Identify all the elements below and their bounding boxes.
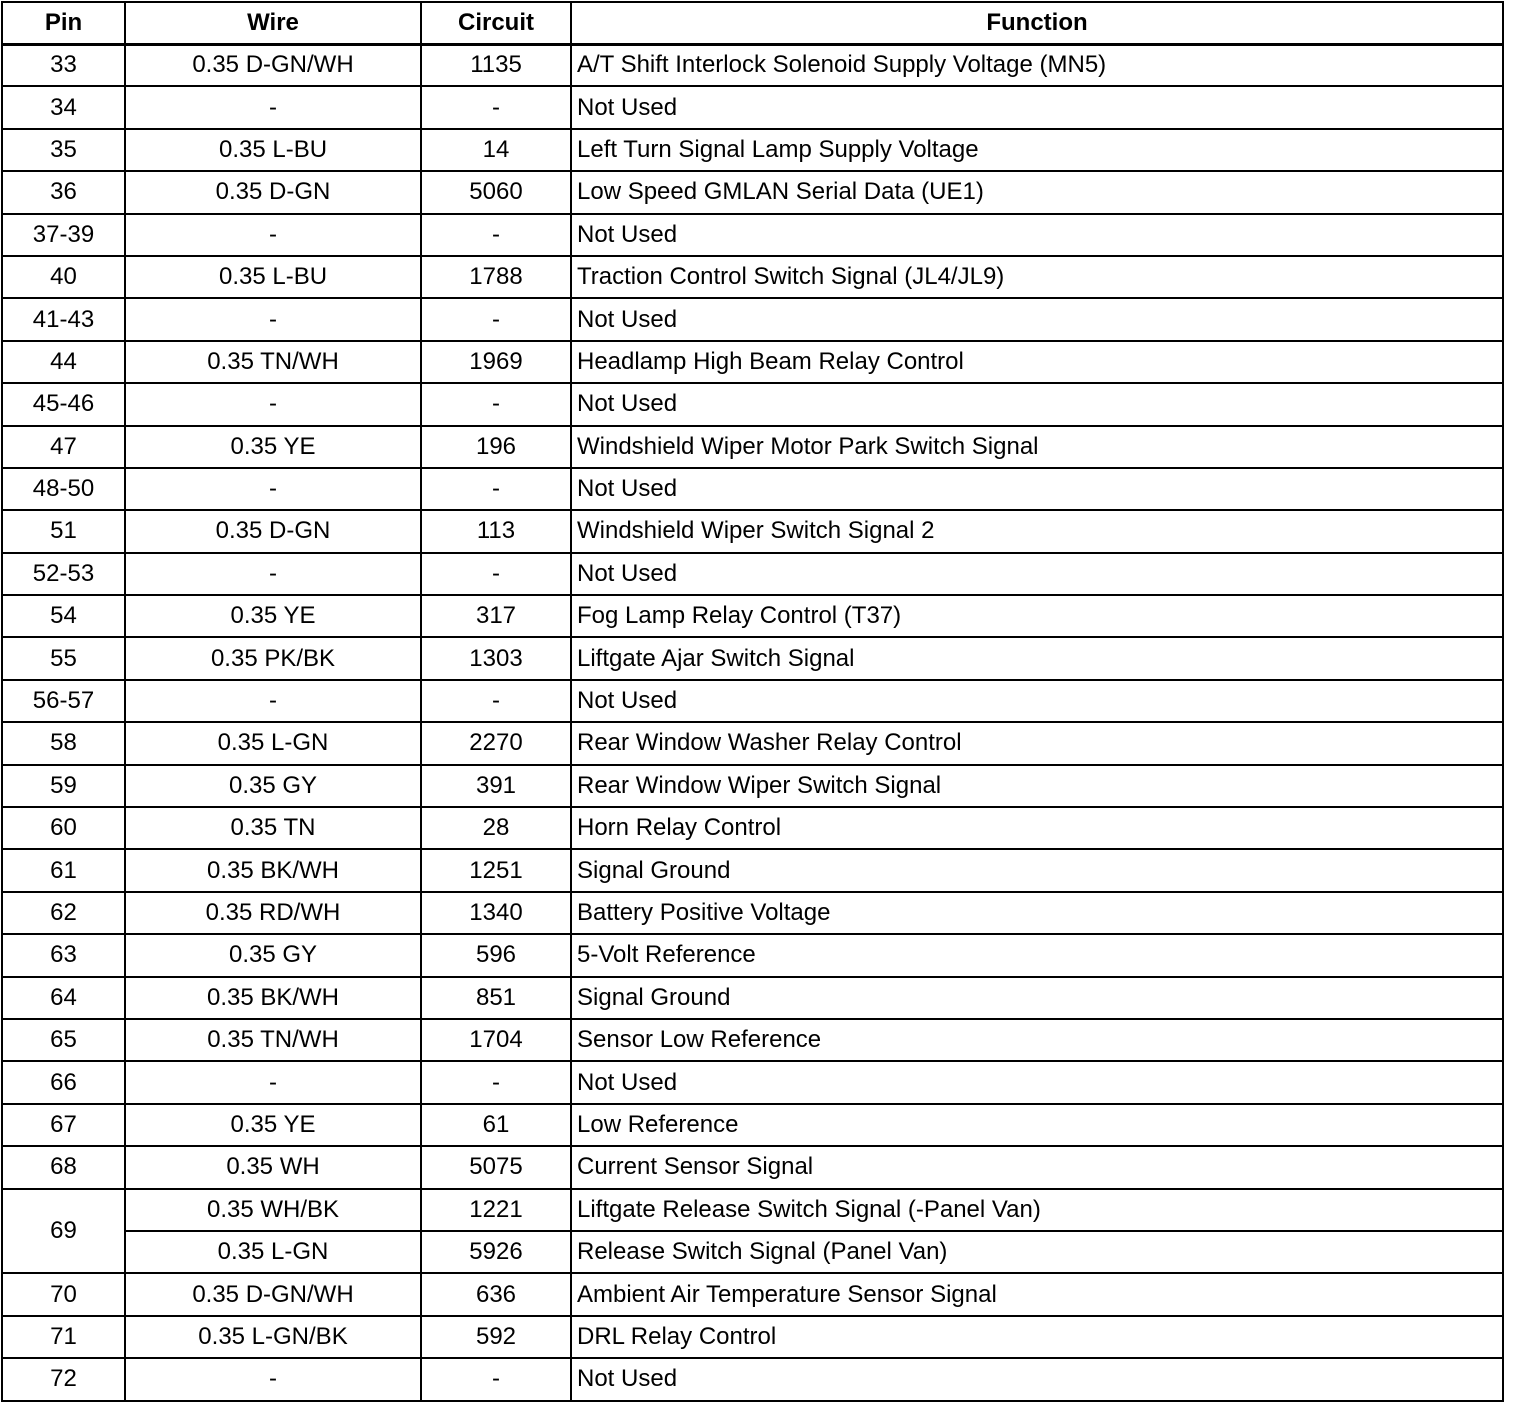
pin-cell: 71 bbox=[2, 1316, 125, 1358]
table-row bbox=[2, 129, 1503, 171]
table-row bbox=[2, 722, 1503, 764]
wire-cell: 0.35 L-GN bbox=[125, 722, 421, 764]
table-row bbox=[2, 849, 1503, 891]
table-row bbox=[2, 765, 1503, 807]
pin-cell: 48-50 bbox=[2, 468, 125, 510]
pin-cell: 72 bbox=[2, 1358, 125, 1400]
circuit-cell: 2270 bbox=[421, 722, 571, 764]
circuit-cell: - bbox=[421, 680, 571, 722]
function-cell: Windshield Wiper Switch Signal 2 bbox=[571, 510, 1503, 552]
function-cell: Fog Lamp Relay Control (T37) bbox=[571, 595, 1503, 637]
circuit-cell: 1340 bbox=[421, 892, 571, 934]
table-row bbox=[2, 298, 1503, 340]
pin-cell: 41-43 bbox=[2, 298, 125, 340]
pin-cell: 56-57 bbox=[2, 680, 125, 722]
pin-cell: 69 bbox=[2, 1189, 125, 1274]
function-cell: Not Used bbox=[571, 553, 1503, 595]
function-cell: Not Used bbox=[571, 86, 1503, 128]
table-row bbox=[2, 1189, 1503, 1231]
table-row bbox=[2, 680, 1503, 722]
pin-cell: 44 bbox=[2, 341, 125, 383]
circuit-cell: 592 bbox=[421, 1316, 571, 1358]
wire-cell: 0.35 L-GN bbox=[125, 1231, 421, 1273]
function-cell: Liftgate Release Switch Signal (-Panel Van) bbox=[571, 1189, 1503, 1231]
table-row bbox=[2, 256, 1503, 298]
pin-cell: 34 bbox=[2, 86, 125, 128]
function-cell: Current Sensor Signal bbox=[571, 1146, 1503, 1188]
circuit-cell: - bbox=[421, 468, 571, 510]
wire-cell: 0.35 GY bbox=[125, 934, 421, 976]
function-cell: Not Used bbox=[571, 680, 1503, 722]
wire-cell: 0.35 TN bbox=[125, 807, 421, 849]
pin-cell: 54 bbox=[2, 595, 125, 637]
pin-cell: 59 bbox=[2, 765, 125, 807]
pin-cell: 47 bbox=[2, 426, 125, 468]
circuit-cell: 196 bbox=[421, 426, 571, 468]
function-cell: Not Used bbox=[571, 468, 1503, 510]
function-cell: DRL Relay Control bbox=[571, 1316, 1503, 1358]
table-row bbox=[2, 1146, 1503, 1188]
wire-cell: 0.35 L-BU bbox=[125, 129, 421, 171]
pin-cell: 67 bbox=[2, 1104, 125, 1146]
function-cell: Sensor Low Reference bbox=[571, 1019, 1503, 1061]
wire-cell: - bbox=[125, 214, 421, 256]
circuit-cell: 596 bbox=[421, 934, 571, 976]
pin-cell: 68 bbox=[2, 1146, 125, 1188]
circuit-cell: 5926 bbox=[421, 1231, 571, 1273]
table-row bbox=[2, 426, 1503, 468]
function-cell: Not Used bbox=[571, 214, 1503, 256]
wire-cell: 0.35 YE bbox=[125, 1104, 421, 1146]
wire-cell: 0.35 WH bbox=[125, 1146, 421, 1188]
table-row bbox=[2, 1316, 1503, 1358]
function-cell: Windshield Wiper Motor Park Switch Signal bbox=[571, 426, 1503, 468]
circuit-cell: 1788 bbox=[421, 256, 571, 298]
wire-cell: 0.35 YE bbox=[125, 426, 421, 468]
wire-cell: - bbox=[125, 553, 421, 595]
table-row bbox=[2, 595, 1503, 637]
function-cell: Liftgate Ajar Switch Signal bbox=[571, 637, 1503, 679]
wire-cell: 0.35 PK/BK bbox=[125, 637, 421, 679]
function-cell: Horn Relay Control bbox=[571, 807, 1503, 849]
function-cell: Signal Ground bbox=[571, 977, 1503, 1019]
function-cell: A/T Shift Interlock Solenoid Supply Voltage (MN5) bbox=[571, 44, 1503, 86]
function-cell: Not Used bbox=[571, 1358, 1503, 1400]
header-function: Function bbox=[571, 2, 1503, 44]
wire-cell: - bbox=[125, 383, 421, 425]
table-row bbox=[2, 341, 1503, 383]
function-cell: Battery Positive Voltage bbox=[571, 892, 1503, 934]
circuit-cell: 1303 bbox=[421, 637, 571, 679]
wire-cell: 0.35 BK/WH bbox=[125, 977, 421, 1019]
function-cell: 5-Volt Reference bbox=[571, 934, 1503, 976]
pin-cell: 60 bbox=[2, 807, 125, 849]
wire-cell: 0.35 WH/BK bbox=[125, 1189, 421, 1231]
pin-cell: 62 bbox=[2, 892, 125, 934]
table-row bbox=[2, 1231, 1503, 1273]
wire-cell: 0.35 D-GN/WH bbox=[125, 44, 421, 86]
table-row bbox=[2, 553, 1503, 595]
wire-cell: - bbox=[125, 1061, 421, 1103]
wire-cell: - bbox=[125, 680, 421, 722]
header-pin: Pin bbox=[2, 2, 125, 44]
table-row bbox=[2, 807, 1503, 849]
table-row bbox=[2, 977, 1503, 1019]
circuit-cell: 1704 bbox=[421, 1019, 571, 1061]
function-cell: Traction Control Switch Signal (JL4/JL9) bbox=[571, 256, 1503, 298]
pin-cell: 58 bbox=[2, 722, 125, 764]
circuit-cell: - bbox=[421, 86, 571, 128]
circuit-cell: 391 bbox=[421, 765, 571, 807]
circuit-cell: 317 bbox=[421, 595, 571, 637]
circuit-cell: - bbox=[421, 1358, 571, 1400]
pin-cell: 52-53 bbox=[2, 553, 125, 595]
wire-cell: - bbox=[125, 468, 421, 510]
pin-cell: 45-46 bbox=[2, 383, 125, 425]
circuit-cell: 636 bbox=[421, 1273, 571, 1315]
wire-cell: 0.35 L-GN/BK bbox=[125, 1316, 421, 1358]
pin-cell: 35 bbox=[2, 129, 125, 171]
circuit-cell: 1135 bbox=[421, 44, 571, 86]
circuit-cell: 851 bbox=[421, 977, 571, 1019]
function-cell: Headlamp High Beam Relay Control bbox=[571, 341, 1503, 383]
table-body bbox=[2, 44, 1503, 1401]
circuit-cell: - bbox=[421, 553, 571, 595]
wire-cell: - bbox=[125, 298, 421, 340]
pin-cell: 40 bbox=[2, 256, 125, 298]
function-cell: Left Turn Signal Lamp Supply Voltage bbox=[571, 129, 1503, 171]
pin-cell: 70 bbox=[2, 1273, 125, 1315]
table-row bbox=[2, 214, 1503, 256]
table-row bbox=[2, 86, 1503, 128]
wire-cell: 0.35 L-BU bbox=[125, 256, 421, 298]
circuit-cell: 113 bbox=[421, 510, 571, 552]
pin-cell: 33 bbox=[2, 44, 125, 86]
circuit-cell: 5060 bbox=[421, 171, 571, 213]
circuit-cell: 5075 bbox=[421, 1146, 571, 1188]
wire-cell: - bbox=[125, 86, 421, 128]
wire-cell: 0.35 RD/WH bbox=[125, 892, 421, 934]
table-row bbox=[2, 637, 1503, 679]
function-cell: Not Used bbox=[571, 298, 1503, 340]
pin-cell: 64 bbox=[2, 977, 125, 1019]
pin-cell: 66 bbox=[2, 1061, 125, 1103]
table-row bbox=[2, 1273, 1503, 1315]
table-row bbox=[2, 1104, 1503, 1146]
wire-cell: - bbox=[125, 1358, 421, 1400]
table-row bbox=[2, 510, 1503, 552]
header-circuit: Circuit bbox=[421, 2, 571, 44]
function-cell: Rear Window Wiper Switch Signal bbox=[571, 765, 1503, 807]
pin-cell: 55 bbox=[2, 637, 125, 679]
function-cell: Low Speed GMLAN Serial Data (UE1) bbox=[571, 171, 1503, 213]
function-cell: Not Used bbox=[571, 1061, 1503, 1103]
circuit-cell: - bbox=[421, 383, 571, 425]
table-row bbox=[2, 171, 1503, 213]
circuit-cell: - bbox=[421, 298, 571, 340]
table-row bbox=[2, 892, 1503, 934]
table-row bbox=[2, 1358, 1503, 1400]
pin-cell: 36 bbox=[2, 171, 125, 213]
pin-cell: 65 bbox=[2, 1019, 125, 1061]
function-cell: Rear Window Washer Relay Control bbox=[571, 722, 1503, 764]
pin-cell: 51 bbox=[2, 510, 125, 552]
table-row bbox=[2, 934, 1503, 976]
pin-cell: 63 bbox=[2, 934, 125, 976]
function-cell: Signal Ground bbox=[571, 849, 1503, 891]
function-cell: Low Reference bbox=[571, 1104, 1503, 1146]
circuit-cell: 61 bbox=[421, 1104, 571, 1146]
table-row bbox=[2, 44, 1503, 86]
pin-cell: 61 bbox=[2, 849, 125, 891]
wire-cell: 0.35 D-GN bbox=[125, 510, 421, 552]
wire-cell: 0.35 D-GN bbox=[125, 171, 421, 213]
connector-pinout-table bbox=[1, 1, 1504, 1402]
wire-cell: 0.35 YE bbox=[125, 595, 421, 637]
function-cell: Not Used bbox=[571, 383, 1503, 425]
function-cell: Release Switch Signal (Panel Van) bbox=[571, 1231, 1503, 1273]
wire-cell: 0.35 GY bbox=[125, 765, 421, 807]
circuit-cell: - bbox=[421, 1061, 571, 1103]
wire-cell: 0.35 TN/WH bbox=[125, 1019, 421, 1061]
header-row bbox=[2, 2, 1503, 44]
circuit-cell: 28 bbox=[421, 807, 571, 849]
table-row bbox=[2, 383, 1503, 425]
wire-cell: 0.35 D-GN/WH bbox=[125, 1273, 421, 1315]
wire-cell: 0.35 BK/WH bbox=[125, 849, 421, 891]
function-cell: Ambient Air Temperature Sensor Signal bbox=[571, 1273, 1503, 1315]
wire-cell: 0.35 TN/WH bbox=[125, 341, 421, 383]
circuit-cell: - bbox=[421, 214, 571, 256]
pin-cell: 37-39 bbox=[2, 214, 125, 256]
circuit-cell: 1251 bbox=[421, 849, 571, 891]
table-row bbox=[2, 1061, 1503, 1103]
circuit-cell: 1969 bbox=[421, 341, 571, 383]
circuit-cell: 14 bbox=[421, 129, 571, 171]
circuit-cell: 1221 bbox=[421, 1189, 571, 1231]
header-wire: Wire bbox=[125, 2, 421, 44]
table-row bbox=[2, 468, 1503, 510]
table-row bbox=[2, 1019, 1503, 1061]
